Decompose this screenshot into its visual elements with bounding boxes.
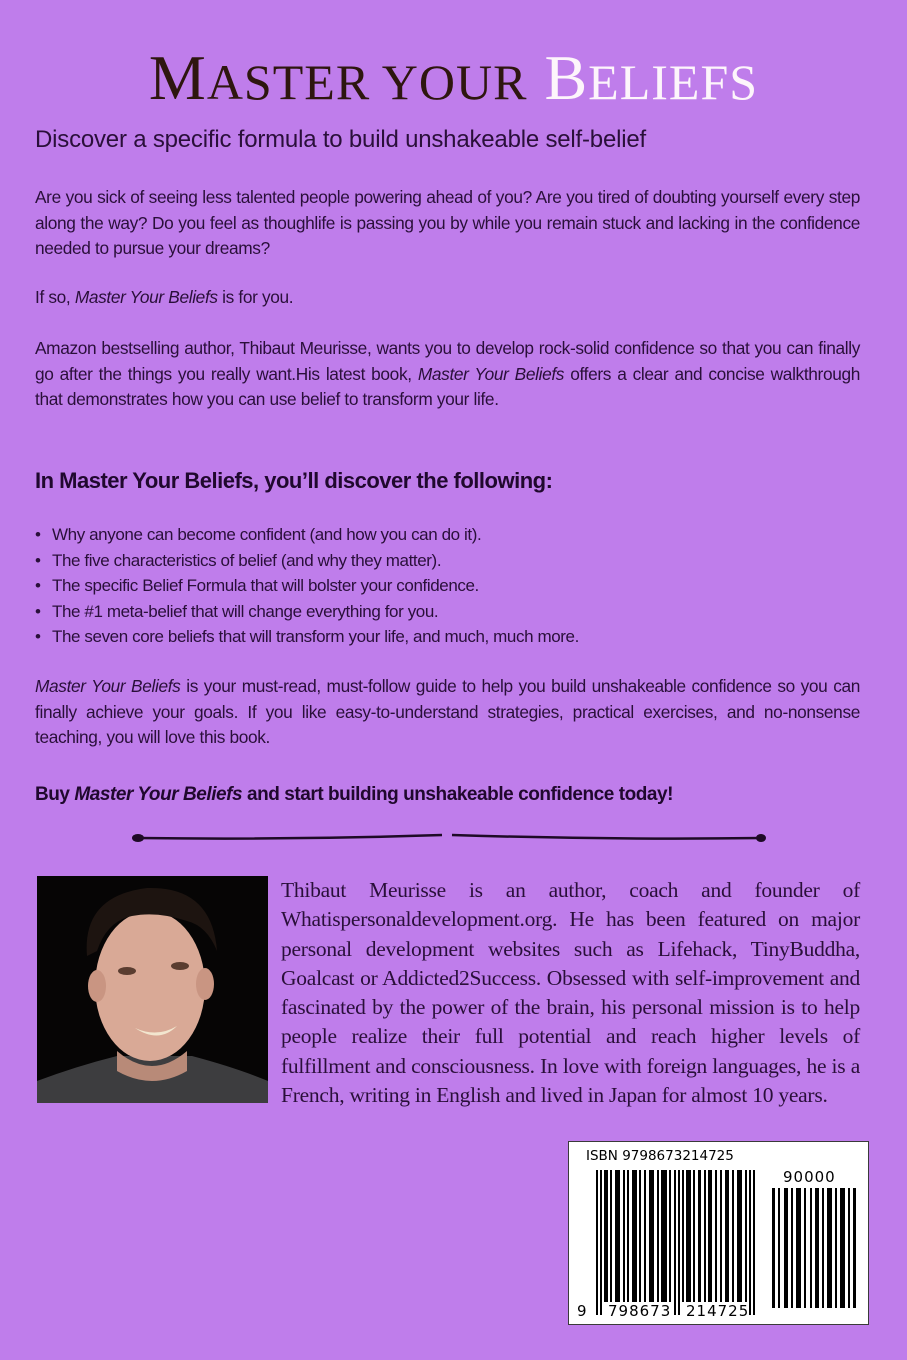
barcode-digits-group2: 214725 <box>686 1302 750 1320</box>
feature-item: • The five characteristics of belief (and why they matter). <box>35 548 855 574</box>
barcode-digits-group1: 798673 <box>608 1302 672 1320</box>
features-heading: In Master Your Beliefs, you’ll discover the following: <box>35 468 553 493</box>
cta-text: Buy <box>35 784 75 805</box>
ornamental-divider <box>130 828 770 848</box>
book-title <box>0 38 907 122</box>
title-rest-beliefs: ELIEFS <box>588 54 759 110</box>
intro-paragraph-1: Are you sick of seeing less talented people powering ahead of you? Are you tired of doubting yourself every step along the way? Do you feel as thoughlife is passing you by while you remain stuck and lacking in the confidence needed to pursue your dreams? <box>35 187 860 259</box>
feature-item: • The #1 meta-belief that will change everything for you. <box>35 599 855 625</box>
title-part-beliefs <box>544 42 758 113</box>
p3-text: Amazon bestselling author, Thibaut Meurisse, wants you to develop rock-solid confidence so that you can finally go after the things you really want.His latest book, <box>35 338 860 384</box>
title-initial-b: B <box>544 42 589 113</box>
cta-book-title: Master Your Beliefs <box>74 784 243 805</box>
feature-item: • The seven core beliefs that will transform your life, and much, much more. <box>35 624 855 650</box>
closing-book-title: Master Your Beliefs <box>35 676 181 696</box>
intro-paragraph-2 <box>35 285 860 311</box>
intro-paragraph-3 <box>35 336 860 413</box>
closing-text: is your must-read, must-follow guide to help you build unshakeable confidence so you can finally achieve your goals. If you like easy-to-understand strategies, practical exercises, and no-nonsense teaching, you will love this book. <box>35 676 861 748</box>
features-list <box>35 522 855 650</box>
cta-text-after: and start building unshakeable confidence today! <box>242 784 674 805</box>
p2-text: If so, <box>35 287 75 307</box>
closing-paragraph <box>35 674 860 751</box>
author-bio <box>35 876 860 1110</box>
call-to-action <box>35 782 673 808</box>
title-part-master-your <box>149 42 545 113</box>
photo-spacer <box>35 876 281 1108</box>
author-bio-text: Thibaut Meurisse is an author, coach and founder of Whatispersonaldevelopment.org. He has been featured on major personal development websites such as Lifehack, TinyBuddha, Goalcast or Addicted2Success. Obsessed with self-improvement and fascinated by the power of the brain, his personal mission is to help people realize their full potential and reach higher levels of fulfillment and consciousness. In love with foreign languages, he is a French, writing in English and lived in Japan for almost 10 years. <box>281 878 860 1108</box>
p2-text-after: is for you. <box>217 287 294 307</box>
title-initial-m: M <box>148 42 207 113</box>
p2-book-title: Master Your Beliefs <box>74 287 218 307</box>
isbn-barcode <box>568 1141 869 1325</box>
subtitle: Discover a specific formula to build unshakeable self-belief <box>35 126 646 153</box>
feature-item: • Why anyone can become confident (and how you can do it). <box>35 522 855 548</box>
title-rest-master-your: ASTER YOUR <box>206 54 528 110</box>
barcode-bars-icon <box>569 1142 868 1324</box>
isbn-label: ISBN 9798673214725 <box>586 1148 734 1164</box>
barcode-addon-number: 90000 <box>783 1168 836 1186</box>
barcode-digit-first: 9 <box>577 1302 587 1320</box>
feature-item: • The specific Belief Formula that will bolster your confidence. <box>35 573 855 599</box>
p3-text-after: offers a clear and concise walkthrough that demonstrates how you can use belief to transform your life. <box>35 363 861 410</box>
p3-book-title: Master Your Beliefs <box>417 363 565 384</box>
